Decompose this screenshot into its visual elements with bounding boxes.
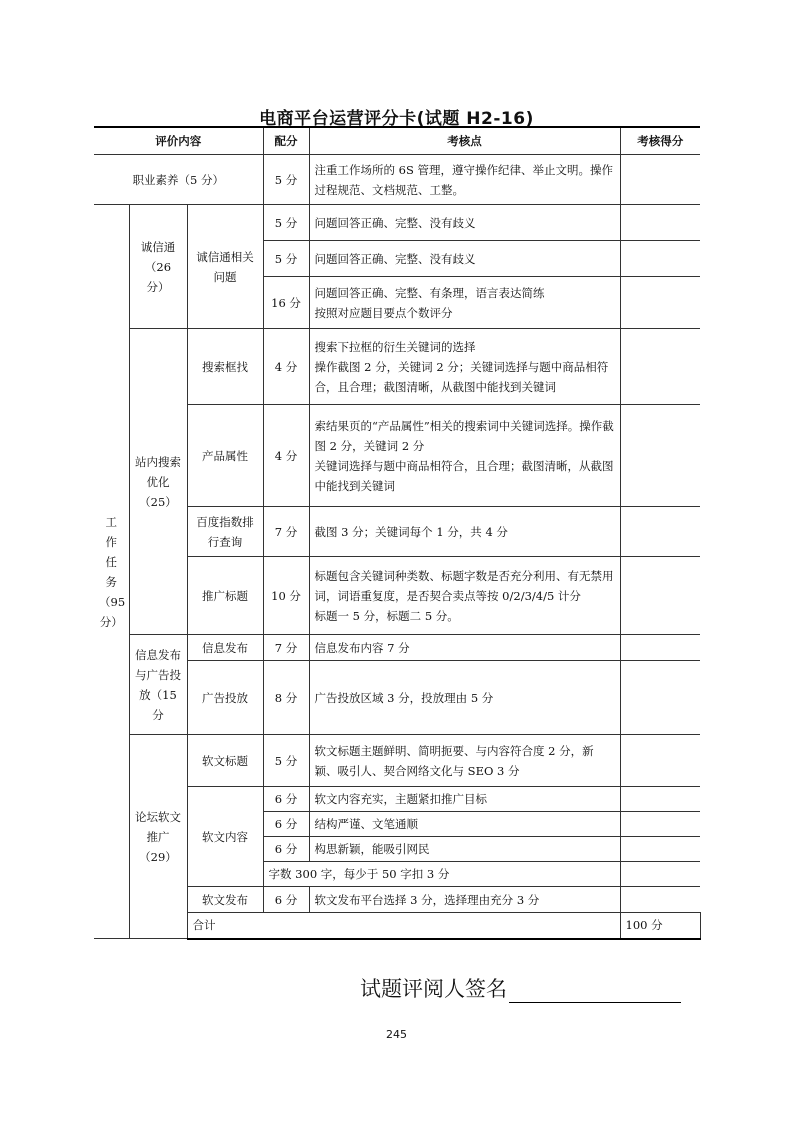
signature-line[interactable] xyxy=(509,978,681,1003)
score-card-table xyxy=(94,126,700,940)
header-points: 考核点 xyxy=(309,127,620,155)
point-cell: 信息发布内容 7 分 xyxy=(309,635,620,661)
score-cell: 5 分 xyxy=(263,205,309,241)
sub-label: 产品属性 xyxy=(187,405,263,507)
group-label-search: 站内搜索优化（25） xyxy=(129,329,187,635)
group-label-forum: 论坛软文推广（29） xyxy=(129,735,187,939)
point-cell: 标题包含关键词种类数、标题字数是否充分利用、有无禁用词，词语重复度，是否契合卖点等按 0/2/3/4/5 计分 标题一 5 分，标题二 5 分。 xyxy=(309,557,620,635)
result-cell[interactable] xyxy=(620,205,700,241)
score-cell: 6 分 xyxy=(263,837,309,862)
score-cell: 10 分 xyxy=(263,557,309,635)
result-cell[interactable] xyxy=(620,557,700,635)
sub-label: 信息发布 xyxy=(187,635,263,661)
score-cell: 6 分 xyxy=(263,812,309,837)
score-cell: 4 分 xyxy=(263,329,309,405)
score-cell: 5 分 xyxy=(263,155,309,205)
point-cell: 索结果页的“产品属性”相关的搜索词中关键词选择。操作截图 2 分，关键词 2 分 关键词选择与题中商品相符合，且合理；截图清晰，从截图中能找到关键词 xyxy=(309,405,620,507)
score-cell: 7 分 xyxy=(263,507,309,557)
score-cell: 5 分 xyxy=(263,241,309,277)
result-cell[interactable] xyxy=(620,329,700,405)
sub-label: 百度指数排行查询 xyxy=(187,507,263,557)
header-content: 评价内容 xyxy=(94,127,263,155)
table-row xyxy=(94,205,700,241)
result-cell[interactable] xyxy=(620,887,700,913)
result-cell[interactable] xyxy=(620,507,700,557)
result-cell[interactable] xyxy=(620,837,700,862)
work-task-label: 工 作 任 务 （95 分） xyxy=(94,205,129,939)
professional-label: 职业素养（5 分） xyxy=(94,155,263,205)
result-cell[interactable] xyxy=(620,661,700,735)
result-cell[interactable] xyxy=(620,635,700,661)
result-cell[interactable] xyxy=(620,812,700,837)
score-cell: 4 分 xyxy=(263,405,309,507)
total-label: 合计 xyxy=(187,913,620,939)
group-label-chengxin: 诚信通（26 分） xyxy=(129,205,187,329)
score-cell: 7 分 xyxy=(263,635,309,661)
header-result: 考核得分 xyxy=(620,127,700,155)
result-cell[interactable] xyxy=(620,735,700,787)
result-cell[interactable] xyxy=(620,155,700,205)
word-rule-cell: 字数 300 字，每少于 50 字扣 3 分 xyxy=(263,862,620,887)
result-cell[interactable] xyxy=(620,241,700,277)
sub-label-content: 软文内容 xyxy=(187,787,263,887)
sub-label: 搜索框找 xyxy=(187,329,263,405)
table-header-row xyxy=(94,127,700,155)
point-cell: 广告投放区域 3 分，投放理由 5 分 xyxy=(309,661,620,735)
sub-label: 软文标题 xyxy=(187,735,263,787)
result-cell[interactable] xyxy=(620,277,700,329)
point-cell: 构思新颖，能吸引网民 xyxy=(309,837,620,862)
table-row xyxy=(94,155,700,205)
point-cell: 结构严谨、文笔通顺 xyxy=(309,812,620,837)
total-score: 100 分 xyxy=(620,913,700,939)
result-cell[interactable] xyxy=(620,862,700,887)
score-cell: 6 分 xyxy=(263,887,309,913)
score-cell: 16 分 xyxy=(263,277,309,329)
header-score: 配分 xyxy=(263,127,309,155)
sub-label-chengxin: 诚信通相关问题 xyxy=(187,205,263,329)
score-cell: 5 分 xyxy=(263,735,309,787)
result-cell[interactable] xyxy=(620,787,700,812)
point-cell: 问题回答正确、完整、有条理，语言表达简练 按照对应题目要点个数评分 xyxy=(309,277,620,329)
signature-area xyxy=(360,973,681,1003)
signature-label: 试题评阅人签名 xyxy=(360,977,507,1001)
score-cell: 6 分 xyxy=(263,787,309,812)
point-cell: 问题回答正确、完整、没有歧义 xyxy=(309,205,620,241)
table-row xyxy=(94,635,700,661)
result-cell[interactable] xyxy=(620,405,700,507)
point-cell: 软文发布平台选择 3 分，选择理由充分 3 分 xyxy=(309,887,620,913)
group-label-info: 信息发布与广告投放（15 分 xyxy=(129,635,187,735)
point-cell: 搜索下拉框的衍生关键词的选择 操作截图 2 分，关键词 2 分；关键词选择与题中商品相符合，且合理；截图清晰，从截图中能找到关键词 xyxy=(309,329,620,405)
table-row xyxy=(94,329,700,405)
score-cell: 8 分 xyxy=(263,661,309,735)
sub-label: 软文发布 xyxy=(187,887,263,913)
sub-label: 广告投放 xyxy=(187,661,263,735)
point-cell: 软文内容充实，主题紧扣推广目标 xyxy=(309,787,620,812)
page-title: 电商平台运营评分卡(试题 H2-16) xyxy=(259,109,534,129)
point-cell: 软文标题主题鲜明、简明扼要、与内容符合度 2 分，新颖、吸引人、契合网络文化与 SEO 3 分 xyxy=(309,735,620,787)
point-cell: 截图 3 分；关键词每个 1 分，共 4 分 xyxy=(309,507,620,557)
sub-label: 推广标题 xyxy=(187,557,263,635)
point-cell: 问题回答正确、完整、没有歧义 xyxy=(309,241,620,277)
table-row xyxy=(94,735,700,787)
point-cell: 注重工作场所的 6S 管理，遵守操作纪律、举止文明。操作过程规范、文档规范、工整。 xyxy=(309,155,620,205)
page-number: 245 xyxy=(386,1028,407,1041)
